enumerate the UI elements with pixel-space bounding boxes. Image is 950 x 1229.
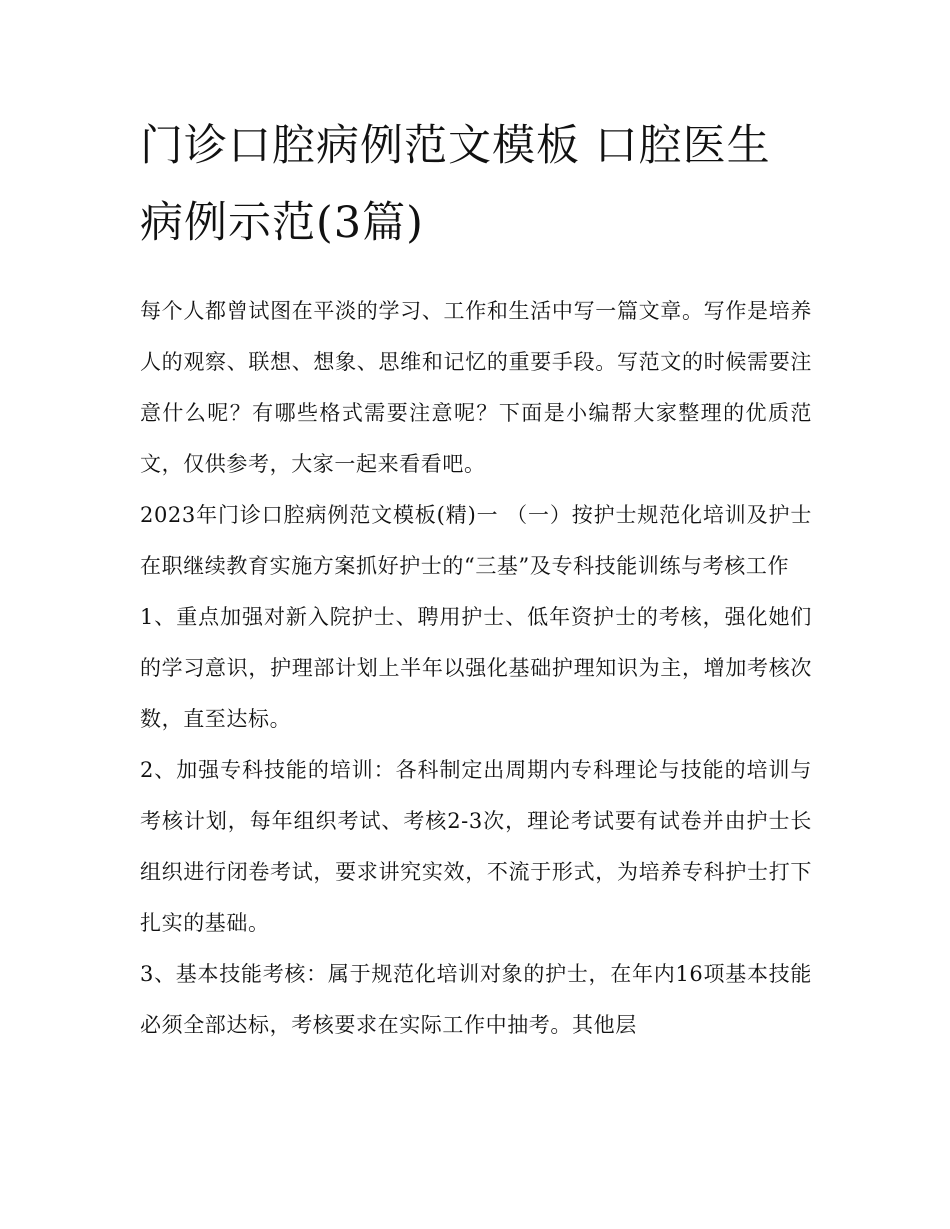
list-item-1: 1、重点加强对新入院护士、聘用护士、低年资护士的考核，强化她们的学习意识，护理部计划上半年以强化基础护理知识为主，增加考核次数，直至达标。 (140, 605, 812, 731)
document-body (140, 286, 812, 1051)
list-item-2: 2、加强专科技能的培训：各科制定出周期内专科理论与技能的培训与考核计划，每年组织考试、考核2-3次，理论考试要有试卷并由护士长组织进行闭卷考试，要求讲究实效，不流于形式，为培养专科护士打下扎实的基础。 (140, 758, 812, 935)
list-item-3: 3、基本技能考核：属于规范化培训对象的护士，在年内16项基本技能必须全部达标，考核要求在实际工作中抽考。其他层 (140, 962, 812, 1037)
document-title: 门诊口腔病例范文模板 口腔医生病例示范(3篇) (140, 121, 771, 248)
document-page (140, 108, 812, 1051)
intro-paragraph: 每个人都曾试图在平淡的学习、工作和生活中写一篇文章。写作是培养人的观察、联想、想象、思维和记忆的重要手段。写范文的时候需要注意什么呢？有哪些格式需要注意呢？下面是小编帮大家整理的优质范文，仅供参考，大家一起来看看吧。 (140, 299, 812, 476)
section-heading-paragraph: 2023年门诊口腔病例范文模板(精)一 （一）按护士规范化培训及护士在职继续教育实施方案抓好护士的“三基”及专科技能训练与考核工作 (140, 503, 812, 578)
